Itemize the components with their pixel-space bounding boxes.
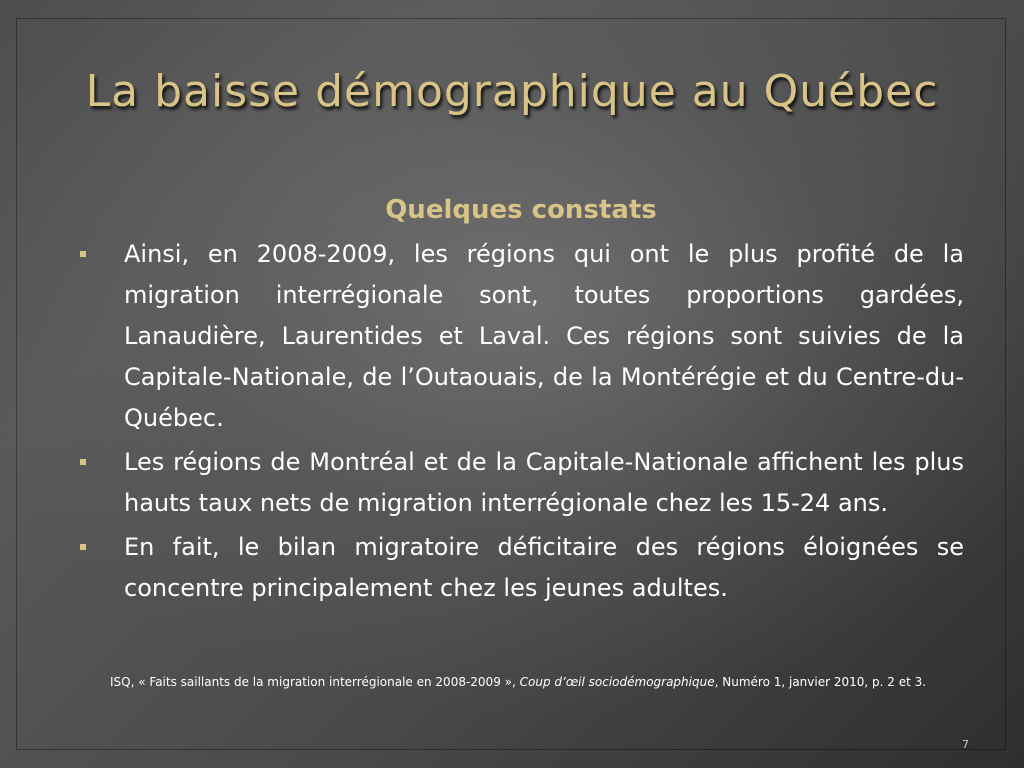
citation-text-before: ISQ, « Faits saillants de la migration interrégionale en 2008-2009 », [110,675,520,689]
square-bullet-icon [80,544,86,550]
slide-subtitle: Quelques constats [385,195,657,225]
page-number: 7 [962,738,969,751]
square-bullet-icon [80,251,86,257]
square-bullet-icon [80,459,86,465]
bullet-item [78,234,964,439]
slide-content [78,190,964,612]
bullet-list [78,234,964,609]
bullet-text: Les régions de Montréal et de la Capitale-Nationale affichent les plus hauts taux nets de migration interrégionale chez les 15-24 ans. [124,448,964,517]
citation-text-after: , Numéro 1, janvier 2010, p. 2 et 3. [714,675,927,689]
slide-title: La baisse démographique au Québec [85,66,939,117]
bullet-item [78,442,964,524]
bullet-text: Ainsi, en 2008-2009, les régions qui ont le plus profité de la migration interrégionale sont, toutes proportions gardées, Lanaudière, Laurentides et Laval. Ces régions sont suivies de la Capitale-Nationale, de l’Outaouais, de la Montérégie et du Centre-du-Québec. [124,240,964,432]
bullet-text: En fait, le bilan migratoire déficitaire des régions éloignées se concentre principalement chez les jeunes adultes. [124,533,964,602]
bullet-item [78,527,964,609]
source-citation [110,672,962,692]
citation-publication-title: Coup d’œil sociodémographique [519,675,715,689]
